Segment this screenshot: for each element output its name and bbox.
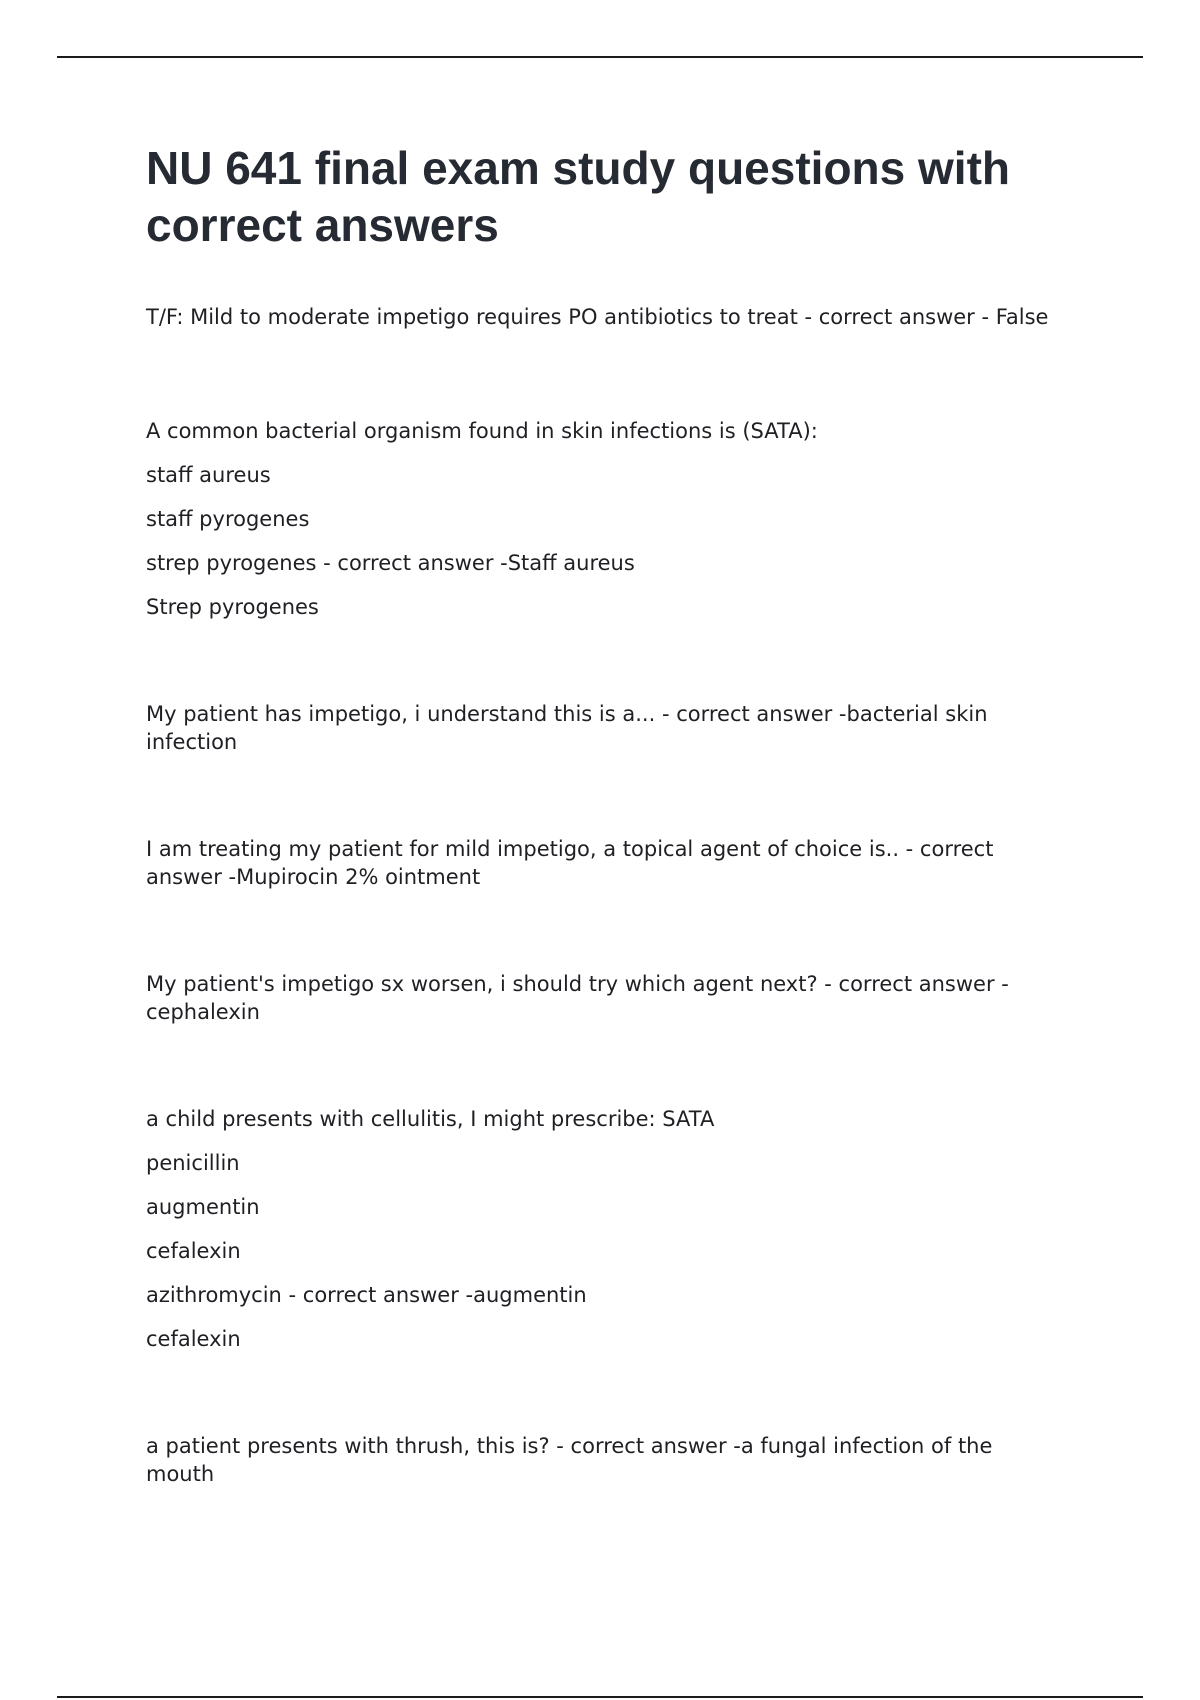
qa-item-7 bbox=[146, 1432, 1066, 1488]
qa-option: cefalexin bbox=[146, 1239, 241, 1263]
qa-option: augmentin bbox=[146, 1195, 260, 1219]
qa-text: My patient's impetigo sx worsen, i should try which agent next? - correct answer - cephalexin bbox=[146, 972, 1009, 1024]
document-title: NU 641 final exam study questions with correct answers bbox=[146, 142, 1010, 251]
qa-option: azithromycin - correct answer -augmentin bbox=[146, 1283, 587, 1307]
qa-item-4 bbox=[146, 835, 1066, 891]
qa-answer: cefalexin bbox=[146, 1327, 241, 1351]
qa-text: a patient presents with thrush, this is? - correct answer -a fungal infection of the mouth bbox=[146, 1434, 993, 1486]
spacer bbox=[146, 756, 1066, 835]
qa-option: staff aureus bbox=[146, 463, 271, 487]
qa-item-2 bbox=[146, 417, 1066, 621]
qa-text: My patient has impetigo, i understand this is a... - correct answer -bacterial skin infection bbox=[146, 702, 988, 754]
qa-answer: Strep pyrogenes bbox=[146, 595, 319, 619]
qa-text: I am treating my patient for mild impetigo, a topical agent of choice is.. - correct answer -Mupirocin 2% ointment bbox=[146, 837, 994, 889]
qa-question: A common bacterial organism found in skin infections is (SATA): bbox=[146, 419, 818, 443]
qa-question: a child presents with cellulitis, I might prescribe: SATA bbox=[146, 1107, 715, 1131]
qa-option: strep pyrogenes - correct answer -Staff aureus bbox=[146, 551, 635, 575]
spacer bbox=[146, 891, 1066, 970]
spacer bbox=[146, 621, 1066, 700]
qa-item-1 bbox=[146, 303, 1066, 331]
spacer bbox=[146, 1026, 1066, 1105]
qa-item-5 bbox=[146, 970, 1066, 1026]
top-rule bbox=[57, 56, 1143, 58]
qa-item-3 bbox=[146, 700, 1066, 756]
spacer bbox=[146, 1353, 1066, 1432]
qa-item-6 bbox=[146, 1105, 1066, 1353]
document-body bbox=[146, 140, 1066, 1488]
qa-text: T/F: Mild to moderate impetigo requires PO antibiotics to treat - correct answer - False bbox=[146, 305, 1049, 329]
spacer bbox=[146, 331, 1066, 417]
qa-option: penicillin bbox=[146, 1151, 240, 1175]
bottom-rule bbox=[57, 1696, 1143, 1698]
qa-option: staff pyrogenes bbox=[146, 507, 310, 531]
